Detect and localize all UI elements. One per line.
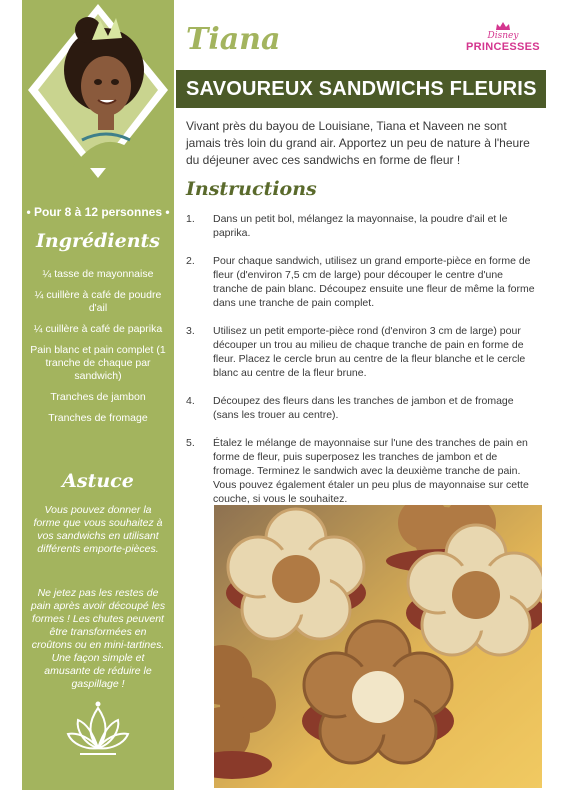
step-text: Découpez des fleurs dans les tranches de jambon et de fromage (sans les trouer au centre). bbox=[213, 395, 514, 421]
step-number: 4. bbox=[186, 395, 195, 407]
step-text: Étalez le mélange de mayonnaise sur l'une des tranches de pain en forme de fleur, puis superposez les tranches de jambon et de fromage. Terminez le sandwich avec la deuxième tranche de pain. Vous pouvez également étaler un peu plus de mayonnaise sur cette couche, si vous le souhaitez. bbox=[213, 437, 529, 505]
lotus-icon bbox=[66, 700, 130, 760]
ingredient-item: Tranches de jambon bbox=[50, 391, 146, 403]
sandwich-photo bbox=[214, 505, 542, 788]
step-number: 2. bbox=[186, 255, 195, 267]
character-name: Tiana bbox=[186, 22, 281, 57]
crown-icon bbox=[495, 22, 511, 31]
page-title: SAVOUREUX SANDWICHS FLEURIS bbox=[186, 78, 537, 100]
instructions-list bbox=[186, 212, 540, 506]
ingredient-item: ¼ cuillère à café de poudre d'ail bbox=[34, 289, 162, 314]
step-number: 3. bbox=[186, 325, 195, 337]
ingredient-item: Tranches de fromage bbox=[48, 412, 148, 424]
step-item bbox=[186, 212, 540, 240]
step-item bbox=[186, 254, 540, 310]
ingredient-item: ¼ cuillère à café de paprika bbox=[33, 323, 163, 335]
step-number: 5. bbox=[186, 437, 195, 449]
tip-text-2: Ne jetez pas les restes de pain après avoir découpé les formes ! Les chutes peuvent être transformées en croûtons ou en mini-tartines. Une façon simple et amusante de réduire le gaspillage ! bbox=[30, 587, 166, 690]
step-item bbox=[186, 436, 540, 506]
ingredient-item: ¼ tasse de mayonnaise bbox=[42, 268, 154, 280]
instructions-heading: Instructions bbox=[186, 178, 317, 200]
brand-logo bbox=[462, 22, 544, 53]
ingredients-list bbox=[28, 268, 168, 433]
step-number: 1. bbox=[186, 213, 195, 225]
ingredients-heading: Ingrédients bbox=[36, 230, 160, 252]
serving-size: • Pour 8 à 12 personnes • bbox=[26, 205, 170, 219]
brand-big: PRINCESSES bbox=[466, 41, 540, 53]
tip-heading: Astuce bbox=[62, 470, 134, 492]
step-text: Pour chaque sandwich, utilisez un grand emporte-pièce en forme de fleur (d'environ 7,5 cm de large) pour découper le centre d'une tranche de pain blanc. Découpez ensuite une fleur de même la forme dans une tranche de pain complet. bbox=[213, 255, 535, 309]
tip-text-1: Vous pouvez donner la forme que vous souhaitez à vos sandwichs en utilisant différents emporte-pièces. bbox=[33, 504, 163, 555]
tiana-portrait bbox=[22, 0, 174, 195]
intro-text: Vivant près du bayou de Louisiane, Tiana et Naveen ne sont jamais très loin du grand air. Apportez un peu de nature à l'heure du déjeuner avec ces sandwichs en forme de fleur ! bbox=[186, 119, 530, 167]
brand-small: Disney bbox=[487, 31, 519, 41]
step-item bbox=[186, 324, 540, 380]
ingredient-item: Pain blanc et pain complet (1 tranche de chaque par sandwich) bbox=[30, 344, 166, 382]
step-item bbox=[186, 394, 540, 422]
step-text: Dans un petit bol, mélangez la mayonnaise, la poudre d'ail et le paprika. bbox=[213, 213, 508, 239]
step-text: Utilisez un petit emporte-pièce rond (d'environ 3 cm de large) pour découper un trou au milieu de chaque tranche de pain en forme de fleur. Placez le cercle brun au centre de la fleur blanche et le cercle blanc au centre de la fleur brune. bbox=[213, 325, 526, 379]
